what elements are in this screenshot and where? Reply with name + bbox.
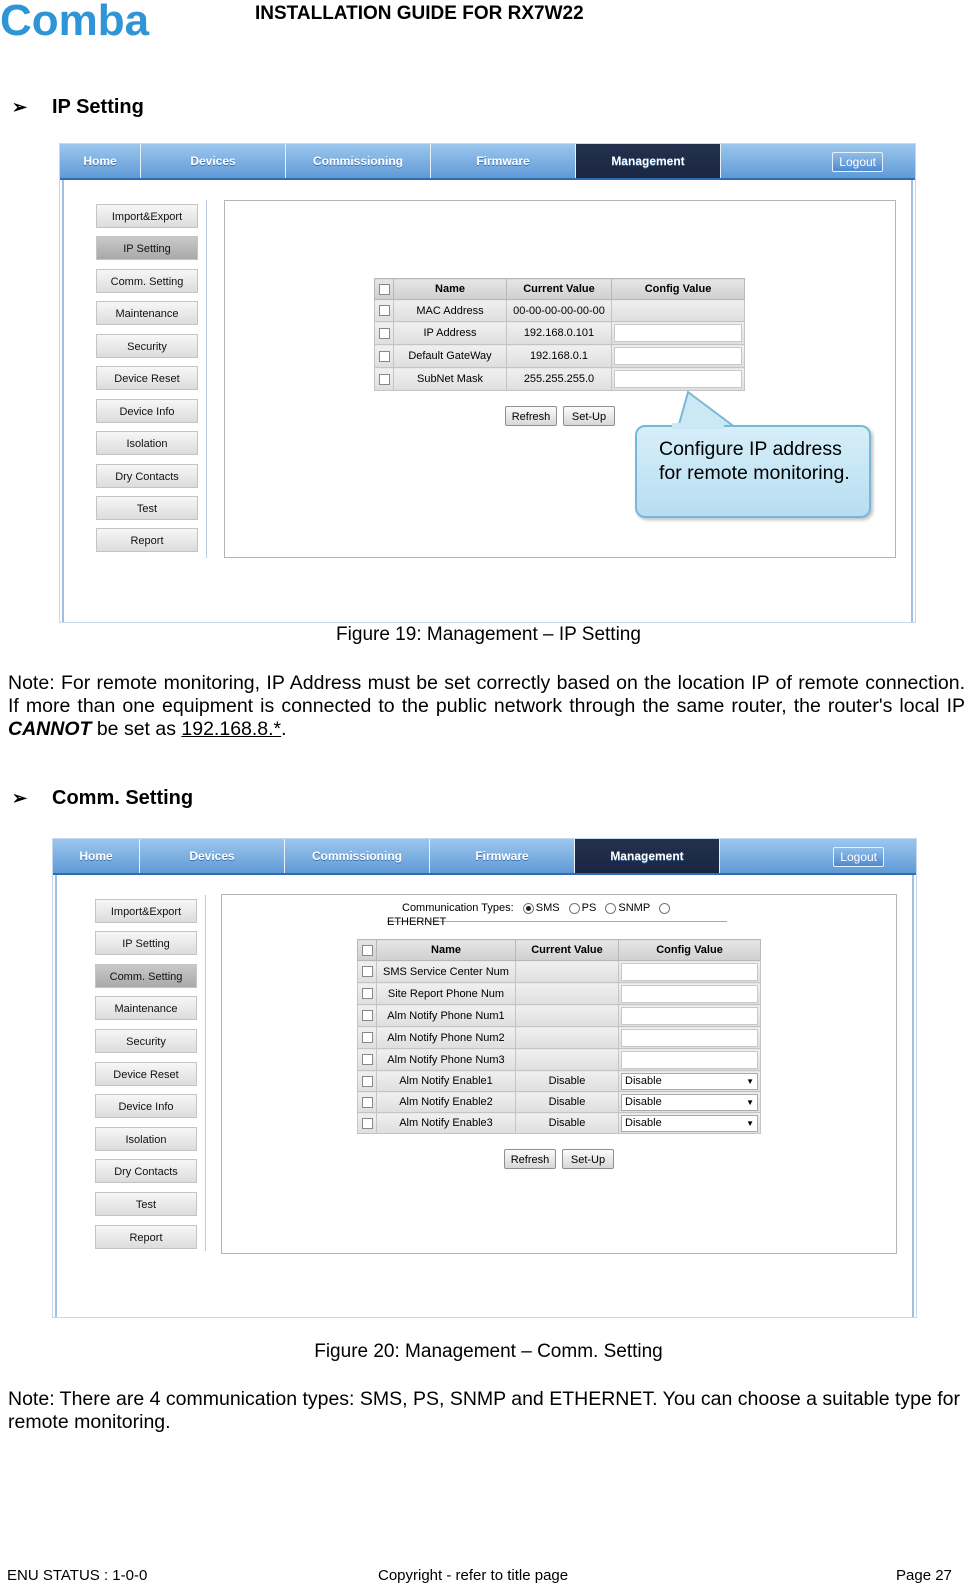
sidebar-item-import-export[interactable]: Import&Export	[96, 204, 198, 228]
sms-center-input[interactable]	[621, 963, 758, 981]
sidebar-item-comm-setting[interactable]: Comm. Setting	[95, 964, 197, 988]
note-end: .	[281, 718, 287, 740]
alm-phone1-input[interactable]	[621, 1007, 758, 1025]
radio-ps[interactable]	[569, 903, 580, 914]
select-all-cell	[375, 279, 394, 300]
note-ip: 192.168.8.*	[181, 718, 282, 740]
row-config-cell	[619, 961, 761, 983]
row-name: Alm Notify Enable2	[377, 1092, 516, 1113]
row-checkbox[interactable]	[362, 1118, 373, 1129]
table-row	[358, 1027, 761, 1049]
arrow-bullet-icon: ➢	[12, 788, 28, 808]
row-config-cell	[619, 1113, 761, 1134]
sidebar-item-security[interactable]: Security	[96, 334, 198, 358]
table-row	[375, 300, 745, 322]
row-name: Alm Notify Enable3	[377, 1113, 516, 1134]
comm-setting-note: Note: There are 4 communication types: SMS, PS, SNMP and ETHERNET. You can choose a suitable type for remote monitoring.	[8, 1388, 961, 1433]
refresh-button[interactable]: Refresh	[505, 406, 557, 426]
footer-copyright: Copyright - refer to title page	[378, 1567, 569, 1584]
ip-setting-table	[374, 278, 745, 391]
sidebar-item-dry-contacts[interactable]: Dry Contacts	[95, 1159, 197, 1183]
row-select-cell	[358, 1005, 377, 1027]
alm-enable2-select[interactable]	[621, 1094, 758, 1111]
table-row	[358, 1092, 761, 1113]
gateway-input[interactable]	[614, 347, 742, 365]
nav-devices[interactable]: Devices	[141, 144, 286, 178]
main-nav	[53, 839, 916, 875]
column-header: Name	[394, 279, 507, 300]
row-current-value	[516, 983, 619, 1005]
nav-firmware[interactable]: Firmware	[430, 839, 575, 873]
main-nav	[60, 144, 915, 180]
row-current-value	[516, 961, 619, 983]
row-current-value: Disable	[516, 1071, 619, 1092]
note-middle: be set as	[91, 718, 182, 740]
row-config-cell	[619, 1027, 761, 1049]
select-all-checkbox[interactable]	[379, 284, 390, 295]
table-row	[375, 345, 745, 368]
setup-button[interactable]: Set-Up	[563, 406, 615, 426]
row-checkbox[interactable]	[379, 351, 390, 362]
logout-button[interactable]: Logout	[832, 152, 883, 172]
row-config-cell	[619, 983, 761, 1005]
sidebar-item-import-export[interactable]: Import&Export	[95, 899, 197, 923]
row-select-cell	[375, 368, 394, 391]
row-name: MAC Address	[394, 300, 507, 322]
column-header: Current Value	[507, 279, 612, 300]
alm-phone3-input[interactable]	[621, 1051, 758, 1069]
row-checkbox[interactable]	[379, 374, 390, 385]
refresh-button[interactable]: Refresh	[504, 1149, 556, 1169]
row-config-cell	[612, 368, 745, 391]
chevron-down-icon: ▼	[746, 1076, 754, 1086]
management-sidebar	[96, 200, 207, 558]
sidebar-item-device-info[interactable]: Device Info	[95, 1094, 197, 1118]
table-row	[358, 983, 761, 1005]
row-checkbox[interactable]	[379, 328, 390, 339]
row-select-cell	[358, 1049, 377, 1071]
comm-setting-panel	[221, 894, 897, 1254]
table-header-row	[358, 940, 761, 961]
sidebar-item-report[interactable]: Report	[95, 1225, 197, 1249]
sidebar-item-isolation[interactable]: Isolation	[96, 431, 198, 455]
row-name: SMS Service Center Num	[377, 961, 516, 983]
row-select-cell	[358, 1027, 377, 1049]
row-current-value: Disable	[516, 1092, 619, 1113]
row-name: Default GateWay	[394, 345, 507, 368]
row-checkbox[interactable]	[362, 1097, 373, 1108]
nav-management[interactable]: Management	[575, 839, 720, 873]
row-name: Alm Notify Phone Num1	[377, 1005, 516, 1027]
figure-19-caption: Figure 19: Management – IP Setting	[336, 624, 641, 645]
subnet-mask-input[interactable]	[614, 370, 742, 388]
select-all-checkbox[interactable]	[362, 945, 373, 956]
row-current-value	[516, 1027, 619, 1049]
row-select-cell	[358, 1071, 377, 1092]
row-config-cell	[612, 300, 745, 322]
section-heading-text: IP Setting	[52, 96, 144, 118]
column-header: Config Value	[619, 940, 761, 961]
row-config-cell	[619, 1049, 761, 1071]
column-header: Current Value	[516, 940, 619, 961]
table-row	[358, 1049, 761, 1071]
row-select-cell	[358, 1092, 377, 1113]
row-current-value: 00-00-00-00-00-00	[507, 300, 612, 322]
row-current-value: 192.168.0.1	[507, 345, 612, 368]
table-row	[358, 961, 761, 983]
page-body	[55, 875, 914, 1317]
row-config-cell	[612, 345, 745, 368]
ip-address-input[interactable]	[614, 324, 742, 342]
sidebar-item-test[interactable]: Test	[95, 1192, 197, 1216]
nav-home[interactable]: Home	[60, 144, 141, 178]
comm-setting-table	[357, 939, 761, 1134]
row-current-value: Disable	[516, 1113, 619, 1134]
section-heading-text: Comm. Setting	[52, 787, 194, 809]
footer-status: ENU STATUS : 1-0-0	[7, 1567, 148, 1584]
row-config-cell	[619, 1005, 761, 1027]
table-row	[375, 368, 745, 391]
row-checkbox[interactable]	[362, 966, 373, 977]
sidebar-item-report[interactable]: Report	[96, 528, 198, 552]
note-text: Note: For remote monitoring, IP Address must be set correctly based on the location IP of remote connection. If more than one equipment is connected to the public network through the same router, the router's local IP	[8, 672, 965, 717]
row-current-value: 192.168.0.101	[507, 322, 612, 345]
table-row	[358, 1113, 761, 1134]
comm-types-label: Communication Types:	[402, 902, 514, 914]
column-header: Config Value	[612, 279, 745, 300]
row-name: Site Report Phone Num	[377, 983, 516, 1005]
alm-enable1-select[interactable]	[621, 1073, 758, 1090]
row-name: Alm Notify Enable1	[377, 1071, 516, 1092]
site-report-phone-input[interactable]	[621, 985, 758, 1003]
row-name: SubNet Mask	[394, 368, 507, 391]
row-name: IP Address	[394, 322, 507, 345]
sidebar-item-isolation[interactable]: Isolation	[95, 1127, 197, 1151]
sidebar-item-device-reset[interactable]: Device Reset	[95, 1062, 197, 1086]
radio-sms[interactable]	[523, 903, 534, 914]
table-row	[358, 1071, 761, 1092]
nav-devices[interactable]: Devices	[140, 839, 285, 873]
radio-ethernet[interactable]	[659, 903, 670, 914]
footer-page-number: Page 27	[896, 1567, 952, 1584]
sidebar-item-maintenance[interactable]: Maintenance	[96, 301, 198, 325]
alm-enable3-select[interactable]	[621, 1115, 758, 1132]
row-checkbox[interactable]	[362, 1054, 373, 1065]
select-value: Disable	[625, 1116, 662, 1129]
ip-setting-screenshot	[59, 143, 916, 623]
row-checkbox[interactable]	[362, 1010, 373, 1021]
row-select-cell	[358, 983, 377, 1005]
nav-firmware[interactable]: Firmware	[431, 144, 576, 178]
radio-label-ethernet: ETHERNET	[387, 916, 447, 928]
radio-label-ps: PS	[581, 902, 597, 914]
row-checkbox[interactable]	[362, 1076, 373, 1087]
sidebar-item-maintenance[interactable]: Maintenance	[95, 996, 197, 1020]
note-emphasis: CANNOT	[8, 718, 92, 740]
row-select-cell	[375, 345, 394, 368]
row-current-value: 255.255.255.0	[507, 368, 612, 391]
sidebar-item-device-info[interactable]: Device Info	[96, 399, 198, 423]
select-value: Disable	[625, 1074, 662, 1087]
nav-commissioning[interactable]: Commissioning	[286, 144, 431, 178]
sidebar-item-dry-contacts[interactable]: Dry Contacts	[96, 464, 198, 488]
nav-management[interactable]: Management	[576, 144, 721, 178]
section-heading-comm-setting	[12, 787, 193, 810]
comm-setting-screenshot	[52, 838, 917, 1318]
row-config-cell	[619, 1071, 761, 1092]
select-value: Disable	[625, 1095, 662, 1108]
row-name: Alm Notify Phone Num2	[377, 1027, 516, 1049]
row-config-cell	[612, 322, 745, 345]
column-header: Name	[377, 940, 516, 961]
nav-home[interactable]: Home	[53, 839, 140, 873]
row-current-value	[516, 1049, 619, 1071]
comm-types-bar	[387, 901, 727, 928]
callout-joint	[672, 423, 724, 429]
ip-setting-note	[8, 672, 965, 741]
table-row	[375, 322, 745, 345]
radio-label-snmp: SNMP	[618, 902, 650, 914]
sidebar-item-security[interactable]: Security	[95, 1029, 197, 1053]
table-header-row	[375, 279, 745, 300]
sidebar-item-ip-setting[interactable]: IP Setting	[95, 931, 197, 955]
arrow-bullet-icon: ➢	[12, 97, 28, 117]
row-checkbox[interactable]	[362, 1032, 373, 1043]
logout-button[interactable]: Logout	[833, 847, 884, 867]
select-all-cell	[358, 940, 377, 961]
setup-button[interactable]: Set-Up	[562, 1149, 614, 1169]
sidebar-item-device-reset[interactable]: Device Reset	[96, 366, 198, 390]
row-current-value	[516, 1005, 619, 1027]
row-select-cell	[375, 300, 394, 322]
section-heading-ip-setting	[12, 96, 144, 119]
row-checkbox[interactable]	[362, 988, 373, 999]
chevron-down-icon: ▼	[746, 1097, 754, 1107]
sidebar-item-comm-setting[interactable]: Comm. Setting	[96, 269, 198, 293]
nav-commissioning[interactable]: Commissioning	[285, 839, 430, 873]
row-config-cell	[619, 1092, 761, 1113]
management-sidebar	[95, 895, 206, 1251]
sidebar-item-ip-setting[interactable]: IP Setting	[96, 236, 198, 260]
row-select-cell	[358, 961, 377, 983]
callout-note: Configure IP address for remote monitoring.	[635, 425, 871, 518]
sidebar-item-test[interactable]: Test	[96, 496, 198, 520]
radio-label-sms: SMS	[535, 902, 560, 914]
row-checkbox[interactable]	[379, 305, 390, 316]
radio-snmp[interactable]	[605, 903, 616, 914]
alm-phone2-input[interactable]	[621, 1029, 758, 1047]
page-body	[62, 180, 913, 622]
figure-20-caption: Figure 20: Management – Comm. Setting	[314, 1341, 663, 1362]
row-select-cell	[375, 322, 394, 345]
table-row	[358, 1005, 761, 1027]
chevron-down-icon: ▼	[746, 1118, 754, 1128]
row-name: Alm Notify Phone Num3	[377, 1049, 516, 1071]
document-title: INSTALLATION GUIDE FOR RX7W22	[255, 3, 584, 24]
svg-text:Comba: Comba	[0, 0, 150, 42]
comba-logo	[0, 0, 180, 42]
row-select-cell	[358, 1113, 377, 1134]
